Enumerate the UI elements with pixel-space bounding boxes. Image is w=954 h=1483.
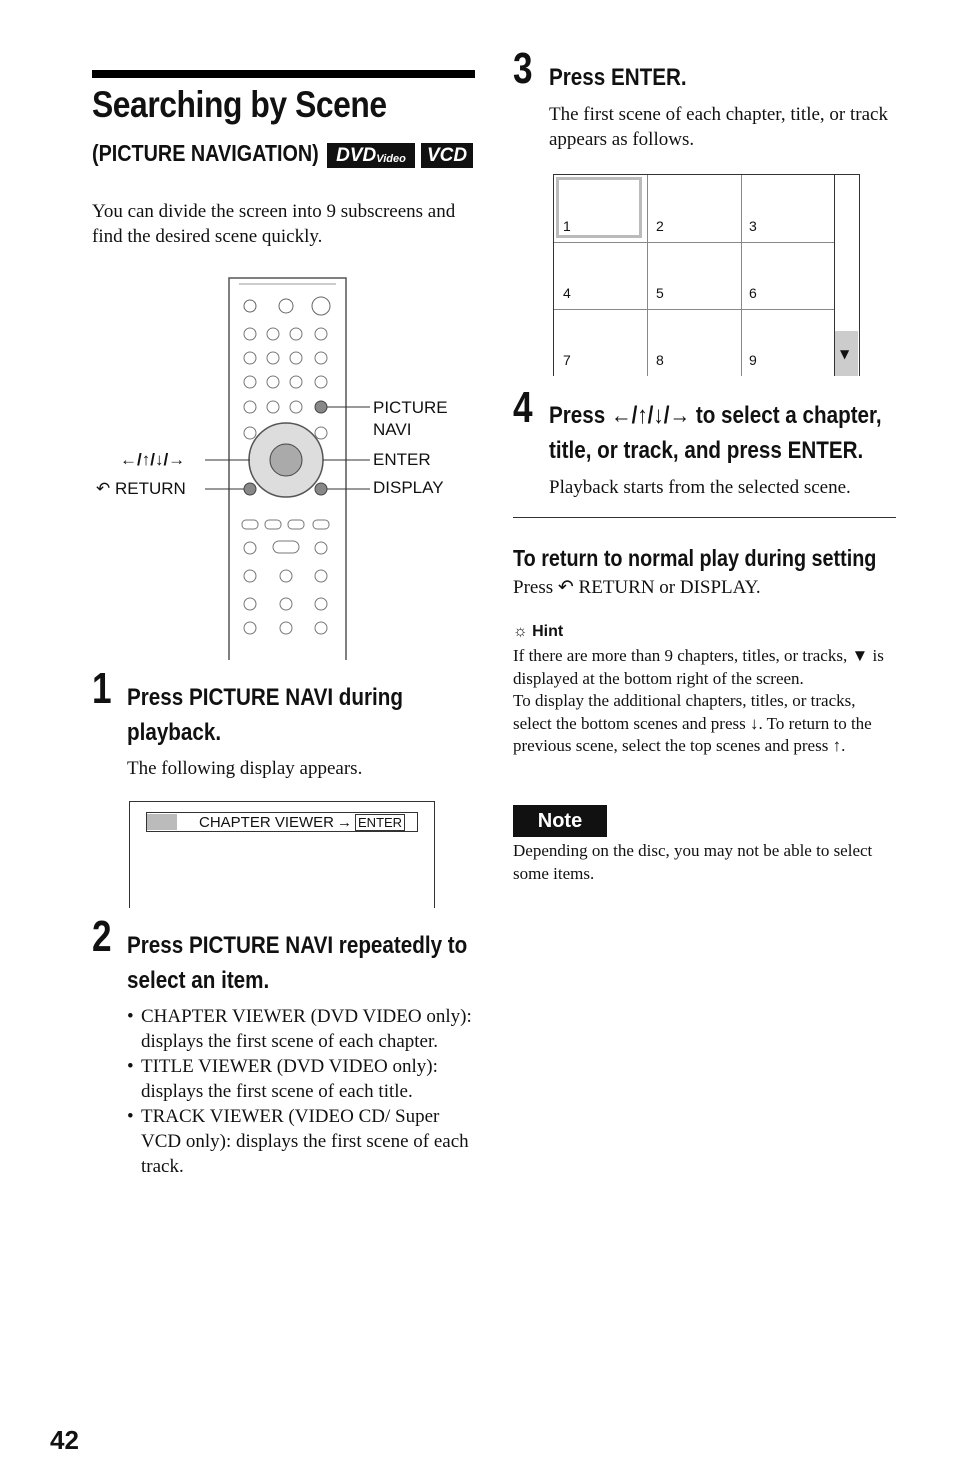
- lightbulb-icon: ☼: [513, 623, 528, 640]
- step-4-number: 4: [513, 383, 533, 432]
- grid-cell: 6: [749, 285, 757, 301]
- section-divider: [513, 517, 896, 518]
- step-1-body: The following display appears.: [127, 758, 363, 779]
- step-2-number: 2: [92, 912, 112, 961]
- grid-cell: 9: [749, 352, 757, 368]
- grid-cell: 4: [563, 285, 571, 301]
- hint-heading: ☼ Hint: [513, 623, 564, 640]
- step-4-title: Press ←/↑/↓/→ to select a chapter, title, or track, and press ENTER.: [549, 402, 882, 464]
- note-label: Note: [513, 805, 607, 837]
- intro-text: You can divide the screen into 9 subscreens and find the desired scene quickly.: [92, 201, 456, 247]
- display-label: DISPLAY: [373, 478, 444, 497]
- grid-cell: 5: [656, 285, 664, 301]
- grid-cell: 7: [563, 352, 571, 368]
- list-item: • TITLE VIEWER (DVD VIDEO only): displays the first scene of each title.: [127, 1054, 477, 1104]
- picture-navi-label: PICTURE: [373, 398, 448, 417]
- return-label: ↶ RETURN: [96, 479, 186, 498]
- grid-cell: 1: [563, 218, 571, 234]
- page-number: 42: [50, 1425, 79, 1455]
- arrows-label: ←/↑/↓/→: [120, 450, 186, 469]
- scroll-down-icon: ▼: [840, 347, 850, 361]
- step-1-title: Press PICTURE NAVI during playback.: [127, 684, 404, 746]
- chapter-viewer-bar: CHAPTER VIEWER → ENTER: [146, 812, 418, 832]
- step-3-title: Press ENTER.: [549, 64, 687, 91]
- grid-cell: 3: [749, 218, 757, 234]
- page-title: Searching by Scene: [92, 84, 387, 125]
- list-item: • CHAPTER VIEWER (DVD VIDEO only): displays the first scene of each chapter.: [127, 1004, 477, 1054]
- page-subtitle: (PICTURE NAVIGATION): [92, 140, 319, 166]
- vcd-badge: VCD: [421, 143, 473, 168]
- hint-text: If there are more than 9 chapters, titles, or tracks, ▼ is displayed at the bottom right of the screen. To display the additional chapters, titles, or tracks, select the bottom scenes and press ↓. To return to the previous scene, select the top scenes and press ↑.: [513, 646, 884, 755]
- step-3-body: The first scene of each chapter, title, or track appears as follows.: [549, 104, 888, 150]
- step-2-title: Press PICTURE NAVI repeatedly to select an item.: [127, 932, 468, 994]
- step-3-number: 3: [513, 44, 533, 93]
- return-heading: To return to normal play during setting: [513, 545, 877, 571]
- note-text: Depending on the disc, you may not be able to select some items.: [513, 841, 873, 883]
- viewer-options-list: [127, 1004, 477, 1179]
- step-1-number: 1: [92, 664, 112, 713]
- grid-cell: 2: [656, 218, 664, 234]
- step-4-body: Playback starts from the selected scene.: [549, 477, 851, 498]
- scene-grid: [553, 174, 860, 376]
- enter-label: ENTER: [373, 450, 431, 469]
- chapter-viewer-display: [129, 801, 435, 908]
- arrow-right-icon: →: [337, 813, 353, 831]
- list-item: • TRACK VIEWER (VIDEO CD/ Super VCD only): displays the first scene of each track.: [127, 1104, 477, 1179]
- return-body: Press ↶ RETURN or DISPLAY.: [513, 577, 761, 598]
- grid-cell: 8: [656, 352, 664, 368]
- film-icon: [147, 814, 177, 830]
- dvd-video-badge: DVD Video: [327, 143, 415, 168]
- return-icon: ↶: [96, 479, 111, 498]
- title-rule: [92, 70, 475, 78]
- return-icon: ↶: [557, 577, 574, 598]
- picture-navi-label-2: NAVI: [373, 420, 412, 439]
